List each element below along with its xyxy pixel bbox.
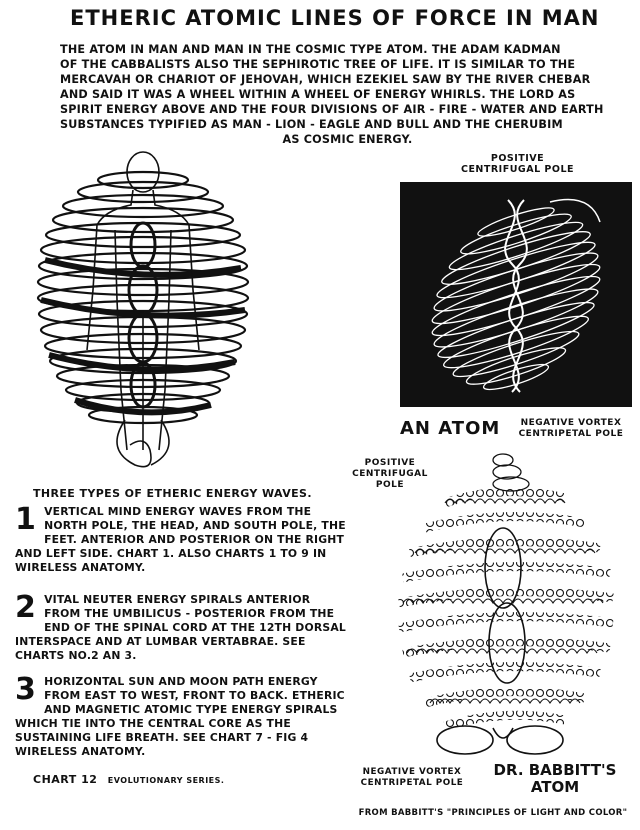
man-atom-illustration bbox=[35, 150, 250, 475]
atom-illustration bbox=[400, 182, 632, 407]
type-text: VITAL NEUTER ENERGY SPIRALS ANTERIOR FROM THE UMBILICUS - POSTERIOR FROM THE END OF THE SPINAL CORD AT THE 12TH DORSAL INTERSPACE AND AT LUMBAR VERTABRAE. SEE CHARTS NO.2 AN 3. bbox=[15, 593, 346, 662]
energy-type-3 bbox=[15, 672, 350, 759]
babbitt-atom-illustration bbox=[385, 448, 630, 768]
type-text: HORIZONTAL SUN AND MOON PATH ENERGY FROM EAST TO WEST, FRONT TO BACK. ETHERIC AND MAGNETIC ATOMIC TYPE ENERGY SPIRALS WHICH TIE INTO THE CENTRAL CORE AS THE SUSTAINING LIFE BREATH. SEE CHART 7 - FIG 4 WIRELESS ANATOMY. bbox=[15, 675, 345, 758]
chart-label bbox=[33, 773, 224, 786]
atom-caption: AN ATOM bbox=[400, 418, 501, 439]
series-label: EVOLUTIONARY SERIES. bbox=[107, 776, 225, 785]
type-number: 1 bbox=[15, 502, 37, 537]
types-heading: THREE TYPES OF ETHERIC ENERGY WAVES. bbox=[33, 487, 312, 500]
babbitt-top-label: POSITIVE CENTRIFUGAL POLE bbox=[352, 458, 428, 490]
babbitt-bottom-label: NEGATIVE VORTEX CENTRIPETAL POLE bbox=[360, 767, 464, 788]
intro-line: SUBSTANCES TYPIFIED AS MAN - LION - EAGLE AND BULL AND THE CHERUBIM bbox=[60, 118, 563, 131]
intro-line: THE ATOM IN MAN AND MAN IN THE COSMIC TYPE ATOM. THE ADAM KADMAN bbox=[60, 43, 561, 56]
intro-line: MERCAVAH OR CHARIOT OF JEHOVAH, WHICH EZEKIEL SAW BY THE RIVER CHEBAR bbox=[60, 73, 591, 86]
type-number: 2 bbox=[15, 590, 37, 625]
babbitt-caption: DR. BABBITT'S ATOM bbox=[493, 761, 617, 796]
intro-line: SPIRIT ENERGY ABOVE AND THE FOUR DIVISIONS OF AIR - FIRE - WATER AND EARTH bbox=[60, 103, 604, 116]
intro-line: OF THE CABBALISTS ALSO THE SEPHIROTIC TREE OF LIFE. IT IS SIMILAR TO THE bbox=[60, 58, 576, 71]
intro-paragraph bbox=[60, 42, 635, 147]
energy-type-2 bbox=[15, 590, 350, 663]
atom-bottom-label: NEGATIVE VORTEX CENTRIPETAL POLE bbox=[518, 418, 624, 439]
page-title: ETHERIC ATOMIC LINES OF FORCE IN MAN bbox=[70, 6, 600, 30]
source-credit: FROM BABBITT'S "PRINCIPLES OF LIGHT AND COLOR" bbox=[358, 808, 628, 818]
type-text: VERTICAL MIND ENERGY WAVES FROM THE NORTH POLE, THE HEAD, AND SOUTH POLE, THE FEET. ANTERIOR AND POSTERIOR ON THE RIGHT AND LEFT SIDE. CHART 1. ALSO CHARTS 1 TO 9 IN WIRELESS ANATOMY. bbox=[15, 505, 346, 574]
intro-line: AS COSMIC ENERGY. bbox=[282, 133, 413, 146]
energy-type-1 bbox=[15, 502, 350, 575]
chart-number: CHART 12 bbox=[33, 773, 98, 786]
type-number: 3 bbox=[15, 672, 37, 707]
atom-top-label: POSITIVE CENTRIFUGAL POLE bbox=[460, 153, 575, 175]
intro-line: AND SAID IT WAS A WHEEL WITHIN A WHEEL OF ENERGY WHIRLS. THE LORD AS bbox=[60, 88, 576, 101]
